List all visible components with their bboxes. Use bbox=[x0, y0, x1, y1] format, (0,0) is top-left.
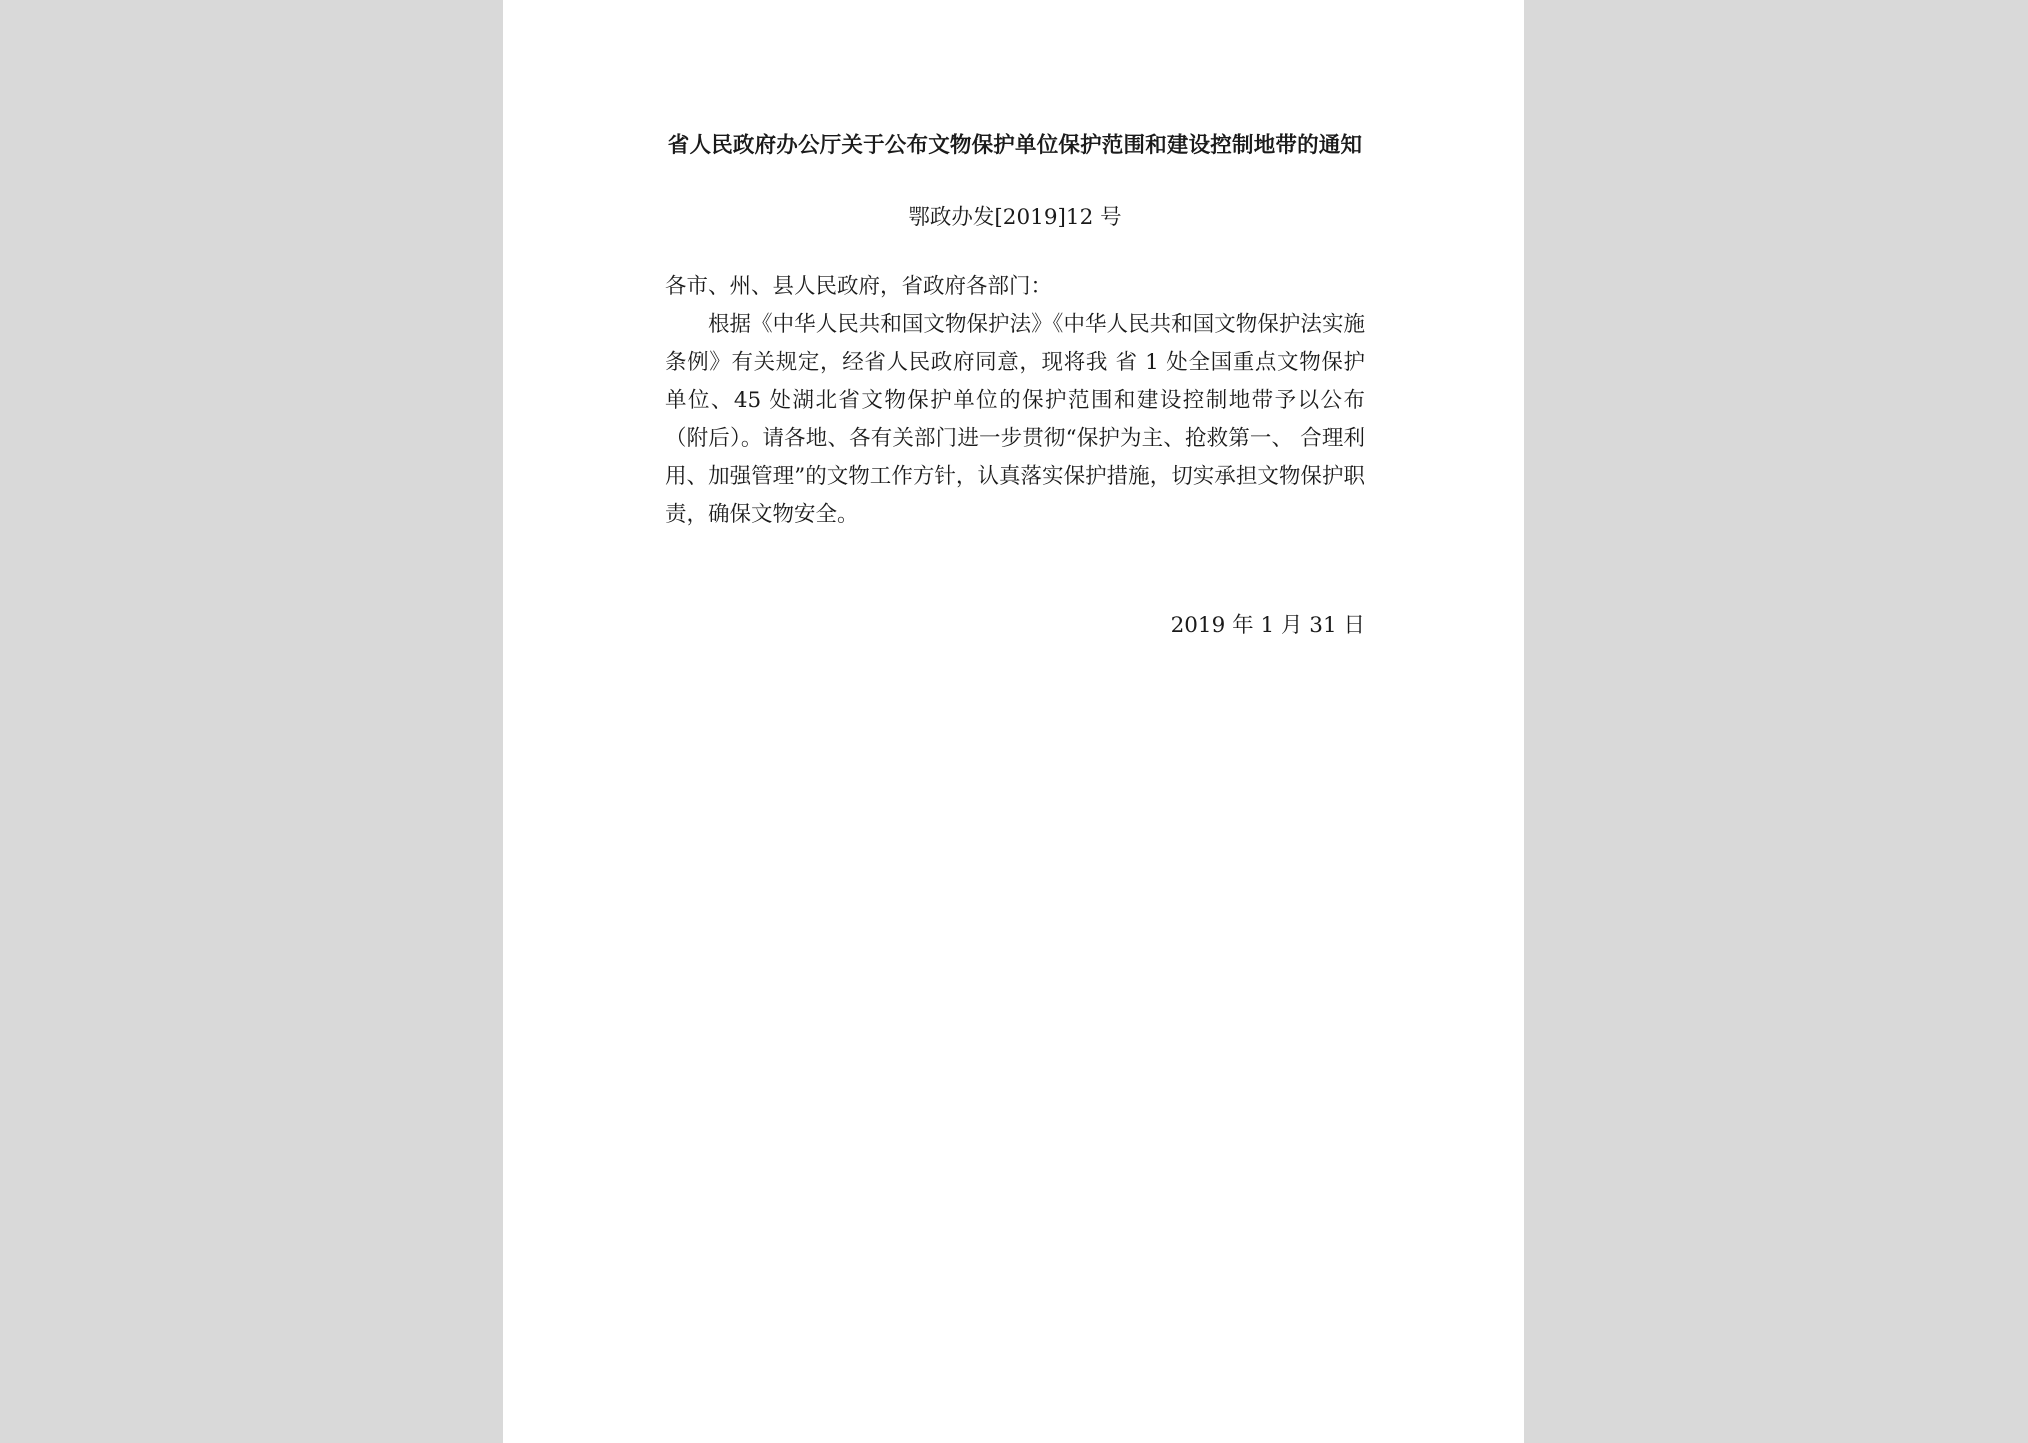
addressee-line: 各市、州、县人民政府，省政府各部门： bbox=[665, 274, 1053, 299]
document-number: 鄂政办发[2019]12 号 bbox=[908, 205, 1122, 230]
page-content bbox=[665, 127, 1365, 645]
document-date: 2019 年 1 月 31 日 bbox=[1170, 613, 1365, 638]
document-title: 省人民政府办公厅关于公布文物保护单位保护范围和建设控制地带的通知 bbox=[667, 133, 1363, 158]
document-page bbox=[503, 0, 1524, 1443]
body-paragraph: 根据《中华人民共和国文物保护法》《中华人民共和国文物保护法实施条例》有关规定，经省人民政府同意，现将我 省 1 处全国重点文物保护单位、45 处湖北省文物保护单位的保护范围和建设控制地带予以公布（附后）。请各地、各有关部门进一步贯彻“保护为主、抢救第一、 合理利用、加强管理”的文物工作方针，认真落实保护措施，切实承担文物保护职责，确保文物安全。 bbox=[665, 312, 1365, 527]
